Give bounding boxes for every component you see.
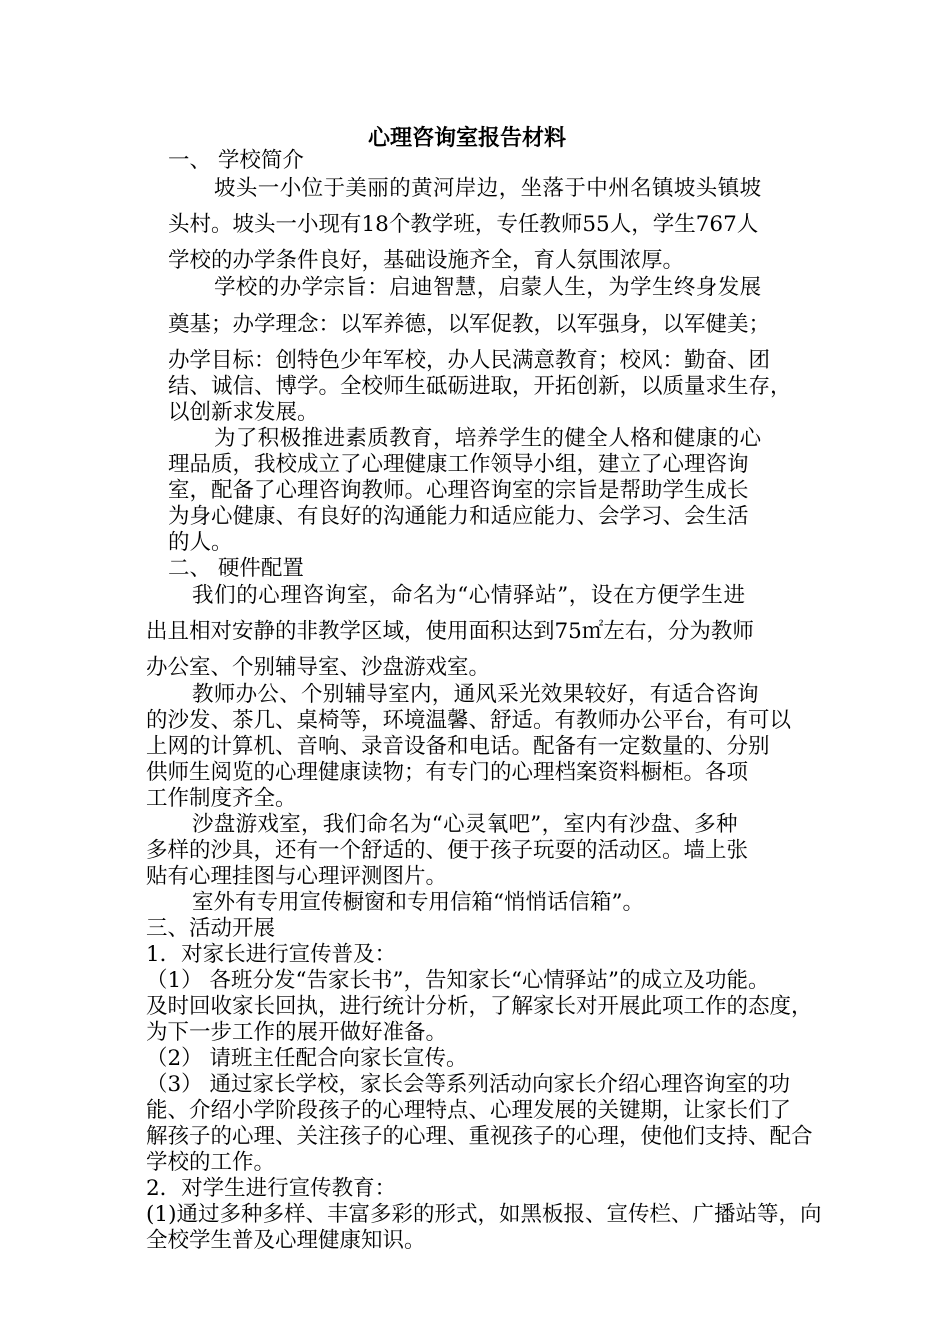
section-heading-3: 三、活动开展 xyxy=(146,916,276,941)
paragraph-line: 出且相对安静的非教学区域，使用面积达到75㎡左右，分为教师 xyxy=(146,619,754,644)
paragraph-line: （1） 各班分发“告家长书”，告知家长“心情驿站”的成立及功能。 xyxy=(146,968,770,993)
paragraph-line: 为下一步工作的展开做好准备。 xyxy=(146,1020,448,1045)
paragraph-line: 办学目标：创特色少年军校，办人民满意教育；校风：勤奋、团 xyxy=(168,348,771,373)
subheading: 2．对学生进行宣传教育： xyxy=(146,1176,397,1201)
paragraph-line: 的人。 xyxy=(168,530,233,555)
paragraph-line: 我们的心理咨询室，命名为“心情驿站”，设在方便学生进 xyxy=(192,583,746,608)
paragraph-line: 教师办公、个别辅导室内，通风采光效果较好，有适合咨询 xyxy=(192,682,759,707)
paragraph-line: （3） 通过家长学校，家长会等系列活动向家长介绍心理咨询室的功 xyxy=(146,1072,791,1097)
paragraph-line: 室，配备了心理咨询教师。心理咨询室的宗旨是帮助学生成长 xyxy=(168,478,749,503)
section-heading-2: 二、 硬件配置 xyxy=(168,556,304,581)
paragraph-line: 学校的工作。 xyxy=(146,1150,276,1175)
paragraph-line: 能、介绍小学阶段孩子的心理特点、心理发展的关键期，让家长们了 xyxy=(146,1098,792,1123)
paragraph-line: 供师生阅览的心理健康读物；有专门的心理档案资料橱柜。各项 xyxy=(146,760,749,785)
paragraph-line: 室外有专用宣传橱窗和专用信箱“悄悄话信箱”。 xyxy=(192,890,644,915)
paragraph-line: 理品质，我校成立了心理健康工作领导小组，建立了心理咨询 xyxy=(168,452,749,477)
document-title: 心理咨询室报告材料 xyxy=(368,125,567,151)
paragraph-line: 为了积极推进素质教育，培养学生的健全人格和健康的心 xyxy=(214,426,762,451)
paragraph-line: 全校学生普及心理健康知识。 xyxy=(146,1228,426,1253)
paragraph-line: 以创新求发展。 xyxy=(168,400,319,425)
paragraph-line: 沙盘游戏室，我们命名为“心灵氧吧”，室内有沙盘、多种 xyxy=(192,812,738,837)
paragraph-line: 学校的办学宗旨：启迪智慧，启蒙人生，为学生终身发展 xyxy=(214,275,762,300)
paragraph-line: 为身心健康、有良好的沟通能力和适应能力、会学习、会生活 xyxy=(168,504,749,529)
paragraph-line: 奠基；办学理念：以军养德，以军促教，以军强身，以军健美； xyxy=(168,312,771,337)
section-heading-1: 一、 学校简介 xyxy=(168,148,304,173)
paragraph-line: 工作制度齐全。 xyxy=(146,786,297,811)
paragraph-line: 上网的计算机、音响、录音设备和电话。配备有一定数量的、分别 xyxy=(146,734,770,759)
paragraph-line: (1)通过多种多样、丰富多彩的形式，如黑板报、宣传栏、广播站等，向 xyxy=(146,1202,822,1227)
paragraph-line: 及时回收家长回执，进行统计分析，了解家长对开展此项工作的态度， xyxy=(146,994,813,1019)
paragraph-line: 学校的办学条件良好，基础设施齐全，育人氛围浓厚。 xyxy=(168,248,685,273)
paragraph-line: 坡头一小位于美丽的黄河岸边，坐落于中州名镇坡头镇坡 xyxy=(214,176,762,201)
paragraph-line: 头村。坡头一小现有18个教学班，专任教师55人，学生767人 xyxy=(168,212,759,237)
paragraph-line: 贴有心理挂图与心理评测图片。 xyxy=(146,864,448,889)
subheading: 1．对家长进行宣传普及： xyxy=(146,942,397,967)
paragraph-line: 多样的沙具，还有一个舒适的、便于孩子玩耍的活动区。墙上张 xyxy=(146,838,749,863)
paragraph-line: 办公室、个别辅导室、沙盘游戏室。 xyxy=(146,655,491,680)
paragraph-line: 解孩子的心理、关注孩子的心理、重视孩子的心理，使他们支持、配合 xyxy=(146,1124,813,1149)
paragraph-line: 结、诚信、博学。全校师生砥砺进取，开拓创新，以质量求生存， xyxy=(168,374,792,399)
paragraph-line: 的沙发、茶几、桌椅等，环境温馨、舒适。有教师办公平台，有可以 xyxy=(146,708,792,733)
paragraph-line: （2） 请班主任配合向家长宣传。 xyxy=(146,1046,468,1071)
